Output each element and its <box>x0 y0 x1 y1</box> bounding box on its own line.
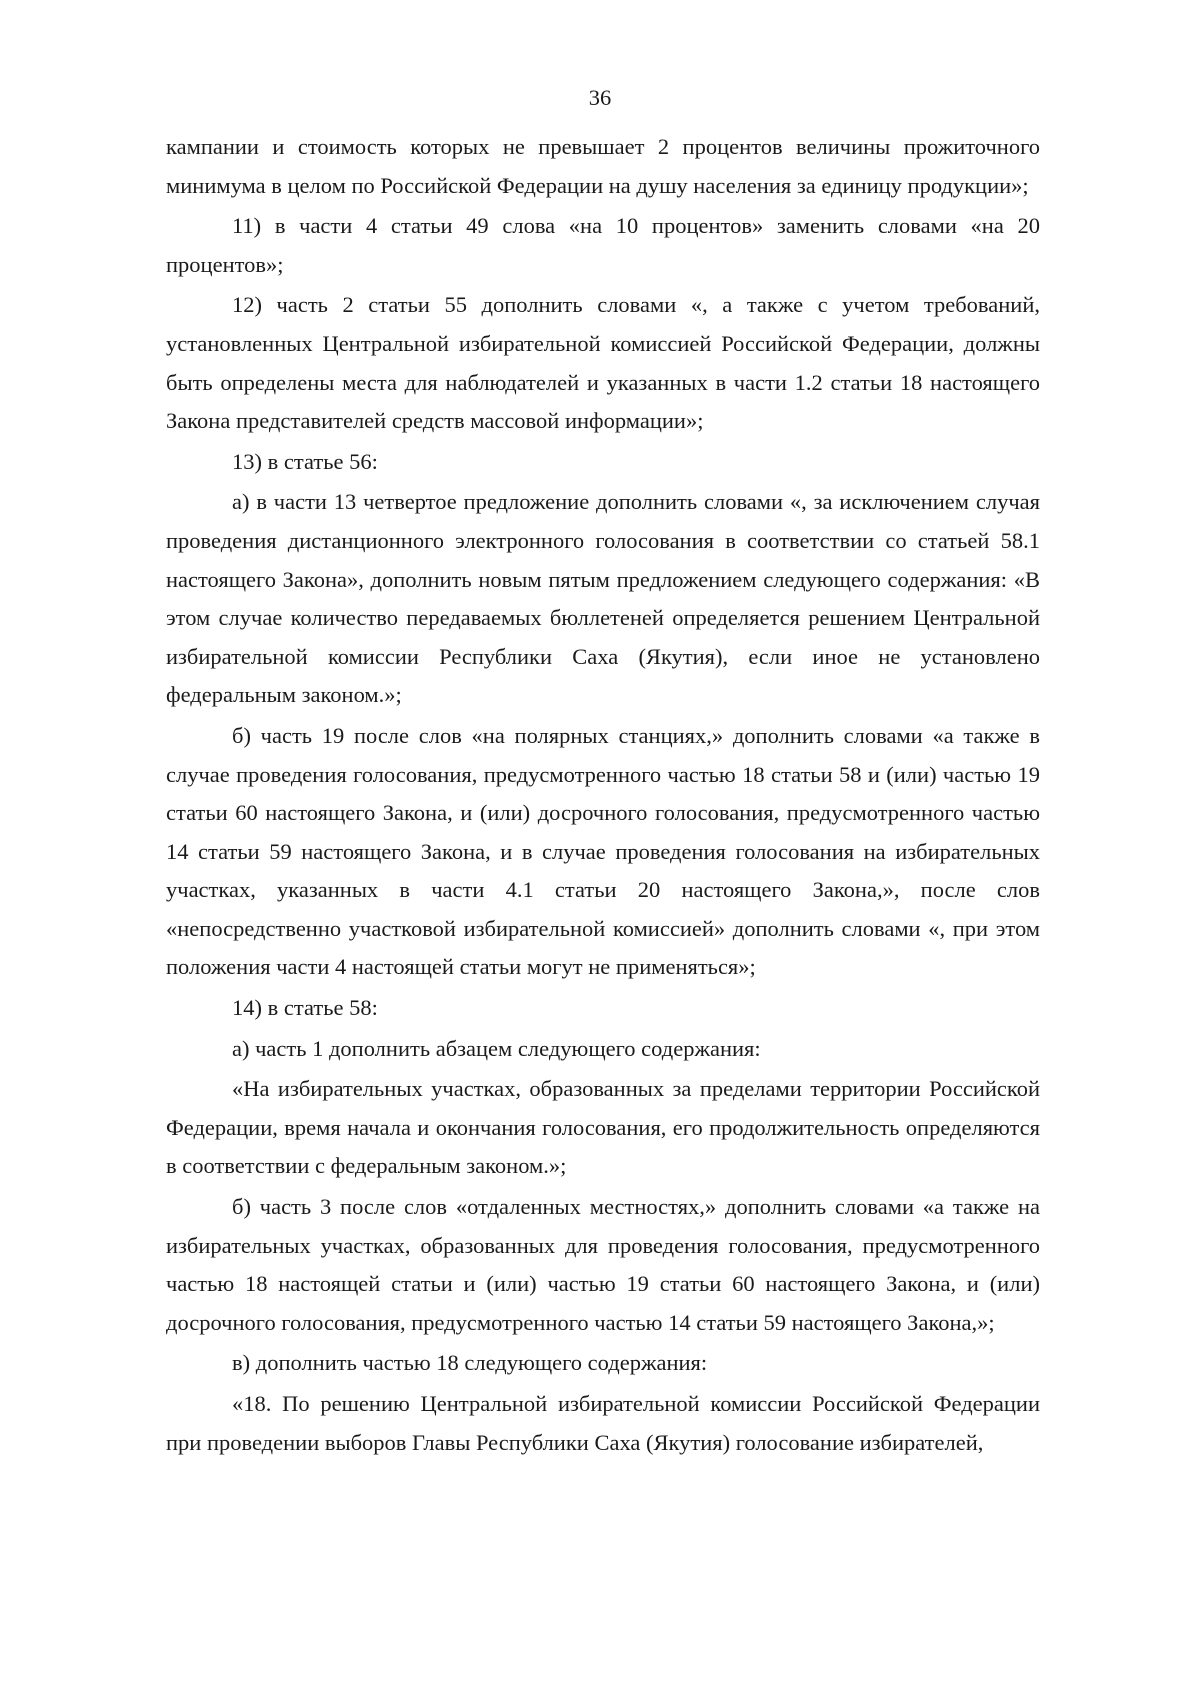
paragraph-2: 11) в части 4 статьи 49 слова «на 10 процентов» заменить словами «на 20 процентов»; <box>166 213 1040 277</box>
paragraph-7: 14) в статье 58: <box>232 995 378 1021</box>
paragraph-6: б) часть 19 после слов «на полярных станциях,» дополнить словами «а также в случае проведения голосования, предусмотренного частью 18 статьи 58 и (или) частью 19 статьи 60 настоящего Закона, и (или) досрочного голосования, предусмотренного частью 14 статьи 59 настоящего Закона, и в случае проведения голосования на избирательных участках, указанных в части 4.1 статьи 20 настоящего Закона,», после слов «непосредственно участковой избирательной комиссией» дополнить словами «, при этом положения части 4 настоящей статьи могут не применяться»; <box>166 722 1040 980</box>
paragraph-10: б) часть 3 после слов «отдаленных местностях,» дополнить словами «а также на избирательных участках, образованных для проведения голосования, предусмотренного частью 18 настоящей статьи и (или) частью 19 статьи 60 настоящего Закона, и (или) досрочного голосования, предусмотренного частью 14 статьи 59 настоящего Закона,»; <box>166 1194 1040 1335</box>
paragraph-12: «18. По решению Центральной избирательной комиссии Российской Федерации при проведении выборов Главы Республики Саха (Якутия) голосование избирателей, <box>166 1391 1040 1455</box>
paragraph-8: а) часть 1 дополнить абзацем следующего содержания: <box>232 1035 761 1061</box>
paragraph-3: 12) часть 2 статьи 55 дополнить словами «, а также с учетом требований, установленных Центральной избирательной комиссией Российской Федерации, должны быть определены места для наблюдателей и указанных в части 1.2 статьи 18 настоящего Закона представителей средств массовой информации»; <box>166 292 1040 434</box>
paragraph-1: кампании и стоимость которых не превышает 2 процентов величины прожиточного минимума в целом по Российской Федерации на душу населения за единицу продукции»; <box>166 134 1040 198</box>
paragraph-9: «На избирательных участках, образованных за пределами территории Российской Федерации, время начала и окончания голосования, его продолжительность определяются в соответствии с федеральным законом.»; <box>166 1076 1040 1179</box>
page-number: 36 <box>588 85 612 110</box>
paragraph-4: 13) в статье 56: <box>232 448 378 474</box>
paragraph-11: в) дополнить частью 18 следующего содержания: <box>232 1350 708 1376</box>
paragraph-5: а) в части 13 четвертое предложение дополнить словами «, за исключением случая проведения дистанционного электронного голосования в соответствии со статьей 58.1 настоящего Закона», дополнить новым пятым предложением следующего содержания: «В этом случае количество передаваемых бюллетеней определяется решением Центральной избирательной комиссии Республики Саха (Якутия), если иное не установлено федеральным законом.»; <box>166 489 1040 708</box>
document-body <box>166 128 1040 1464</box>
